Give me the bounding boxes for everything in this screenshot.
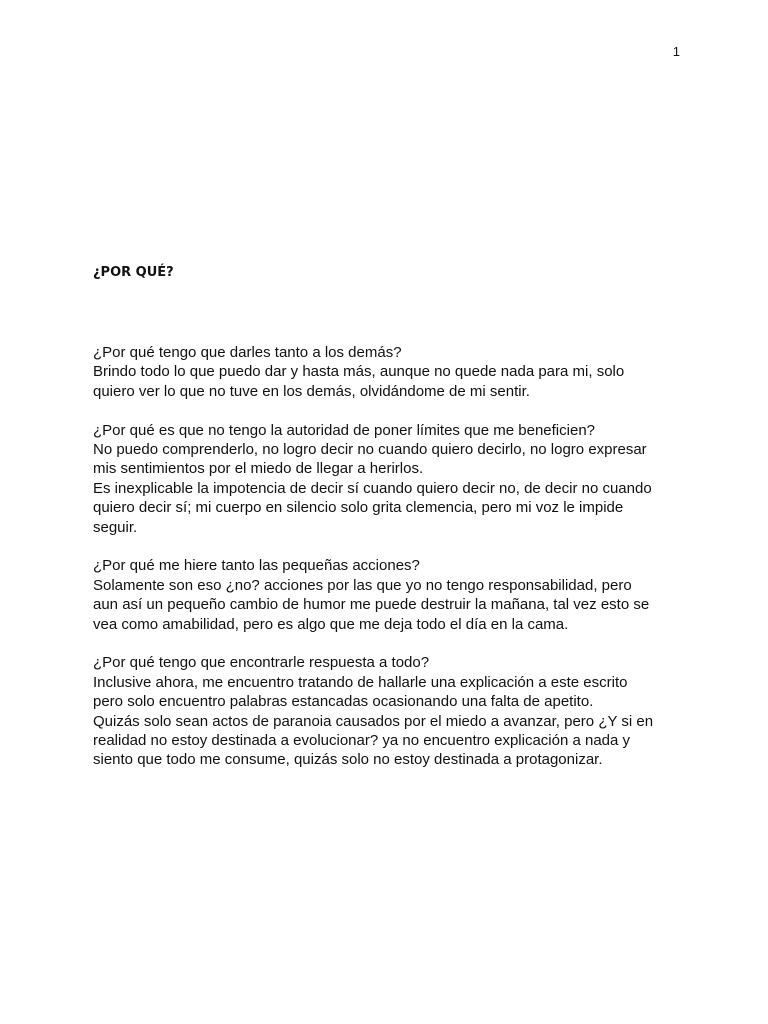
document-title: ¿POR QUÉ? [93, 265, 174, 280]
text-line: ¿Por qué es que no tengo la autoridad de poner límites que me beneficien? [93, 421, 596, 439]
text-line: quiero ver lo que no tuve en los demás, olvidándome de mi sentir. [93, 382, 530, 400]
text-line: Brindo todo lo que puedo dar y hasta más, aunque no quede nada para mi, solo [93, 363, 625, 381]
paragraph-block [93, 343, 683, 401]
text-line: Inclusive ahora, me encuentro tratando de hallarle una explicación a este escrito [93, 673, 628, 691]
text-line: seguir. [93, 518, 138, 536]
text-line: ¿Por qué tengo que encontrarle respuesta a todo? [93, 654, 430, 672]
text-line: Solamente son eso ¿no? acciones por las que yo no tengo responsabilidad, pero [93, 576, 632, 594]
text-line: pero solo encuentro palabras estancadas ocasionando una falta de apetito. [93, 693, 594, 711]
text-line: Es inexplicable la impotencia de decir sí cuando quiero decir no, de decir no cuando [93, 479, 652, 497]
text-line: No puedo comprenderlo, no logro decir no cuando quiero decirlo, no logro expresar [93, 441, 647, 459]
text-line: ¿Por qué tengo que darles tanto a los demás? [93, 344, 402, 361]
text-line: ¿Por qué me hiere tanto las pequeñas acciones? [93, 557, 420, 575]
text-line: quiero decir sí; mi cuerpo en silencio solo grita clemencia, pero mi voz le impide [93, 499, 624, 517]
paragraph-block [93, 556, 683, 634]
text-line: realidad no estoy destinada a evolucionar? ya no encuentro explicación a nada y [93, 732, 631, 750]
paragraph-block [93, 421, 683, 537]
text-line: vea como amabilidad, pero es algo que me deja todo el día en la cama. [93, 615, 569, 633]
paragraph-block [93, 653, 683, 769]
text-line: siento que todo me consume, quizás solo no estoy destinada a protagonizar. [93, 751, 603, 769]
page-number: 1 [672, 44, 680, 59]
text-line: aun así un pequeño cambio de humor me puede destruir la mañana, tal vez esto se [93, 596, 650, 614]
document-body [93, 343, 683, 789]
text-line: Quizás solo sean actos de paranoia causados por el miedo a avanzar, pero ¿Y si en [93, 712, 654, 730]
text-line: mis sentimientos por el miedo de llegar a herirlos. [93, 460, 424, 478]
